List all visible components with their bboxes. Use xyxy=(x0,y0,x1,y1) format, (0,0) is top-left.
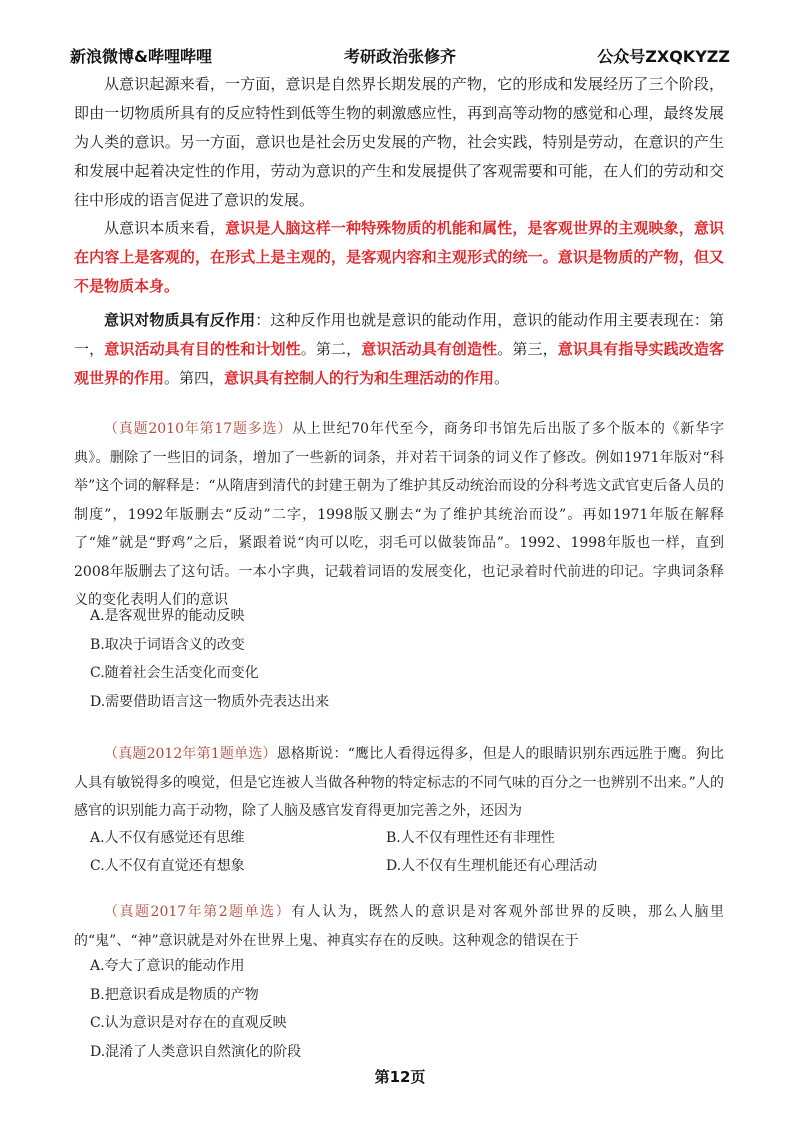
question-2-option-d: D.人不仅有生理机能还有心理活动 xyxy=(386,858,598,874)
question-1-option-c: C.随着社会生活变化而变化 xyxy=(90,665,259,681)
question-1-option-b: B.取决于词语含义的改变 xyxy=(90,636,245,653)
counteraction-point-2: 意识活动具有创造性 xyxy=(361,340,498,358)
header-wechat-account: 公众号ZXQKYZZ xyxy=(597,47,730,66)
question-2-options xyxy=(90,824,720,884)
counteraction-text-4: 。第四， xyxy=(164,369,225,387)
counteraction-text-2: 。第二， xyxy=(300,340,362,358)
question-1-options xyxy=(90,602,720,716)
question-3-option-d: D.混淆了人类意识自然演化的阶段 xyxy=(90,1043,302,1060)
counteraction-title: 意识对物质具有反作用 xyxy=(104,311,256,329)
question-2-text: 恩格斯说：“鹰比人看得远得多，但是人的眼睛识别东西远胜于鹰。狗比人具有敏锐得多的嗅觉，但是它连被人当做各种物的特定标志的不同气味的百分之一也辨别不出来。”人的感官的识别能力高于动物，除了人脑及感官发育得更加完善之外，还因为 xyxy=(74,746,724,819)
essence-lead: 从意识本质来看， xyxy=(104,219,225,237)
question-3-stem xyxy=(74,898,724,955)
question-3-option-a: A.夸大了意识的能动作用 xyxy=(90,958,245,974)
header-weibo-bilibili: 新浪微博&哔哩哔哩 xyxy=(70,47,212,66)
question-2-option-b: B.人不仅有理性还有非理性 xyxy=(386,830,555,846)
page-header xyxy=(70,44,730,68)
essence-highlight: 意识是人脑这样一种特殊物质的机能和属性，是客观世界的主观映象，意识在内容上是客观的，在形式上是主观的，是客观内容和主观形式的统一。意识是物质的产物，但又不是物质本身。 xyxy=(74,219,724,295)
counteraction-point-1: 意识活动具有目的性和计划性 xyxy=(104,340,301,358)
question-3-option-c: C.认为意识是对存在的直观反映 xyxy=(90,1015,287,1031)
question-1-stem xyxy=(74,415,724,615)
question-2-source: （真题2012年第1题单选） xyxy=(104,746,277,762)
counteraction-point-3: 意识具有指导实践改造客观世界的作用 xyxy=(74,340,724,387)
counteraction-point-4: 意识具有控制人的行为和生理活动的作用 xyxy=(224,369,495,387)
question-1-option-d: D.需要借助语言这一物质外壳表达出来 xyxy=(90,693,330,710)
question-1-option-a: A.是客观世界的能动反映 xyxy=(90,608,245,624)
question-3-source: （真题2017年第2题单选） xyxy=(104,904,292,920)
paragraph-origin-of-consciousness: 从意识起源来看，一方面，意识是自然界长期发展的产物，它的形成和发展经历了三个阶段，即由一切物质所具有的反应特性到低等生物的刺激感应性，再到高等动物的感觉和心理，最终发展为人类的意识。另一方面，意识也是社会历史发展的产物，社会实践，特别是劳动，在意识的产生和发展中起着决定性的作用，劳动为意识的产生和发展提供了客观需要和可能，在人们的劳动和交往中形成的语言促进了意识的发展。 xyxy=(74,75,724,209)
question-3-text: 有人认为，既然人的意识是对客观外部世界的反映，那么人脑里的“鬼”、“神”意识就是对外在世界上鬼、神真实存在的反映。这种观念的错误在于 xyxy=(74,904,724,949)
counteraction-text-1: ：这种反作用也就是意识的能动作用，意识的能动作用主要表现在：第一， xyxy=(74,311,724,358)
question-2-stem xyxy=(74,740,724,826)
paragraph-counteraction xyxy=(74,306,724,393)
question-2-option-c: C.人不仅有直觉还有想象 xyxy=(90,858,245,874)
question-3-option-b: B.把意识看成是物质的产物 xyxy=(90,986,259,1003)
page-number: 第12页 xyxy=(374,1068,426,1086)
header-author: 考研政治张修齐 xyxy=(343,47,457,66)
question-1-text: 从上世纪70年代至今，商务印书馆先后出版了多个版本的《新华字典》。删除了一些旧的词条，增加了一些新的词条，并对若干词条的词义作了修改。例如1971年版对“科举”这个词的解释是：“从隋唐到清代的封建王朝为了维护其反动统治而设的分科考选文武官吏后备人员的制度”，1992年版删去“反动”二字，1998版又删去“为了维护其统治而设”。再如1971年版在解释了“雉”就是“野鸡”之后，紧跟着说“肉可以吃，羽毛可以做装饰品”。1992、1998年版也一样，直到2008年版删去了这句话。一本小字典，记载着词语的发展变化，也记录着时代前进的印记。字典词条释义的变化表明人们的意识 xyxy=(74,421,724,608)
paragraph-essence-of-consciousness xyxy=(74,214,724,301)
counteraction-text-5: 。 xyxy=(494,369,510,387)
question-3-options xyxy=(90,952,720,1066)
question-1-source: （真题2010年第17题多选） xyxy=(104,421,293,437)
question-2-option-a: A.人不仅有感觉还有思维 xyxy=(90,830,245,846)
counteraction-text-3: 。第三， xyxy=(497,340,558,358)
